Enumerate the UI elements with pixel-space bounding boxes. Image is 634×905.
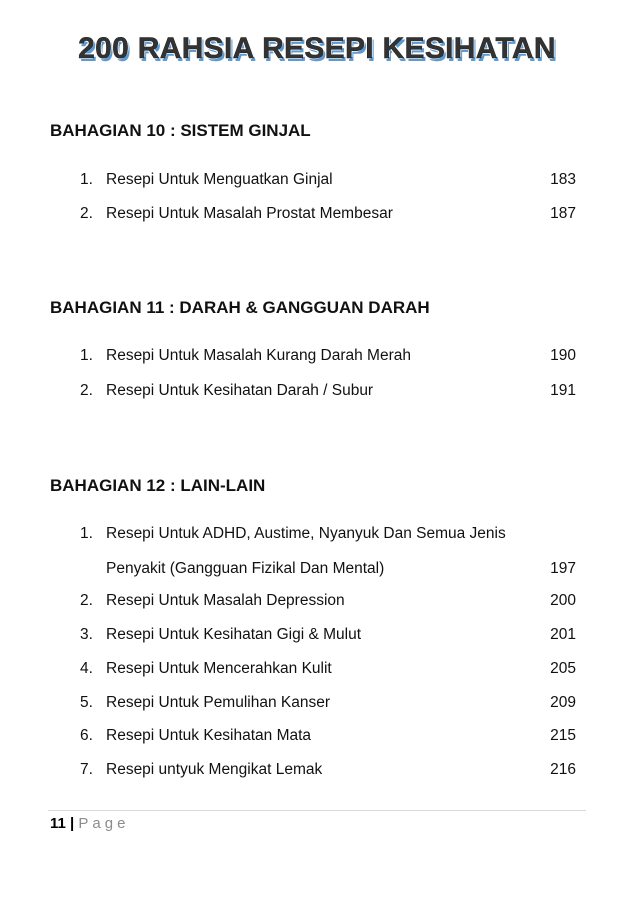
entry-number: 2.	[80, 205, 93, 222]
document-title: 200 RAHSIA RESEPI KESIHATAN	[78, 32, 556, 65]
entry-page: 209	[550, 694, 576, 711]
entry-number: 3.	[80, 626, 93, 643]
page-number: 11	[50, 815, 66, 832]
entry-page: 201	[550, 626, 576, 643]
entry-text: Resepi Untuk Masalah Prostat Membesar	[106, 205, 393, 222]
toc-entry[interactable]	[80, 626, 576, 648]
entry-text: Resepi Untuk Masalah Kurang Darah Merah	[106, 347, 411, 364]
entry-text: Resepi Untuk Mencerahkan Kulit	[106, 660, 332, 677]
toc-entry[interactable]	[80, 525, 576, 547]
entry-page: 190	[550, 347, 576, 364]
entry-number: 6.	[80, 727, 93, 744]
entry-page: 205	[550, 660, 576, 677]
entry-page: 187	[550, 205, 576, 222]
toc-entry[interactable]	[80, 171, 576, 193]
entry-text: Resepi Untuk Menguatkan Ginjal	[106, 171, 333, 188]
entry-number: 2.	[80, 382, 93, 399]
entry-page: 197	[550, 560, 576, 577]
toc-entry[interactable]	[80, 761, 576, 783]
entry-text: Resepi Untuk Kesihatan Gigi & Mulut	[106, 626, 362, 643]
entry-text: Resepi Untuk ADHD, Austime, Nyanyuk Dan Semua Jenis	[106, 525, 506, 542]
entry-number: 1.	[80, 171, 93, 188]
entry-number: 1.	[80, 525, 93, 542]
section-heading: BAHAGIAN 11 : DARAH & GANGGUAN DARAH	[50, 298, 430, 317]
entry-number: 4.	[80, 660, 93, 677]
page-label: Page	[78, 815, 130, 832]
toc-entry[interactable]	[80, 205, 576, 227]
entry-text: Penyakit (Gangguan Fizikal Dan Mental)	[106, 560, 385, 577]
toc-entry[interactable]	[80, 592, 576, 614]
toc-entry[interactable]	[80, 347, 576, 369]
entry-text: Resepi Untuk Masalah Depression	[106, 592, 345, 609]
entry-number: 7.	[80, 761, 93, 778]
entry-number: 2.	[80, 592, 93, 609]
entry-page: 183	[550, 171, 576, 188]
entry-page: 216	[550, 761, 576, 778]
entry-page: 200	[550, 592, 576, 609]
entry-page: 191	[550, 382, 576, 399]
entry-number: 5.	[80, 694, 93, 711]
footer-divider	[48, 810, 586, 811]
page-footer	[50, 815, 129, 832]
toc-entry-continuation[interactable]	[80, 560, 576, 582]
entry-text: Resepi Untuk Kesihatan Mata	[106, 727, 312, 744]
entry-page: 215	[550, 727, 576, 744]
toc-entry[interactable]	[80, 660, 576, 682]
section-heading: BAHAGIAN 10 : SISTEM GINJAL	[50, 121, 311, 140]
entry-text: Resepi Untuk Pemulihan Kanser	[106, 694, 331, 711]
toc-entry[interactable]	[80, 382, 576, 404]
toc-entry[interactable]	[80, 727, 576, 749]
section-heading: BAHAGIAN 12 : LAIN-LAIN	[50, 476, 266, 495]
entry-text: Resepi untyuk Mengikat Lemak	[106, 761, 323, 778]
footer-separator: |	[70, 815, 75, 832]
entry-number: 1.	[80, 347, 93, 364]
toc-entry[interactable]	[80, 694, 576, 716]
entry-text: Resepi Untuk Kesihatan Darah / Subur	[106, 382, 374, 399]
